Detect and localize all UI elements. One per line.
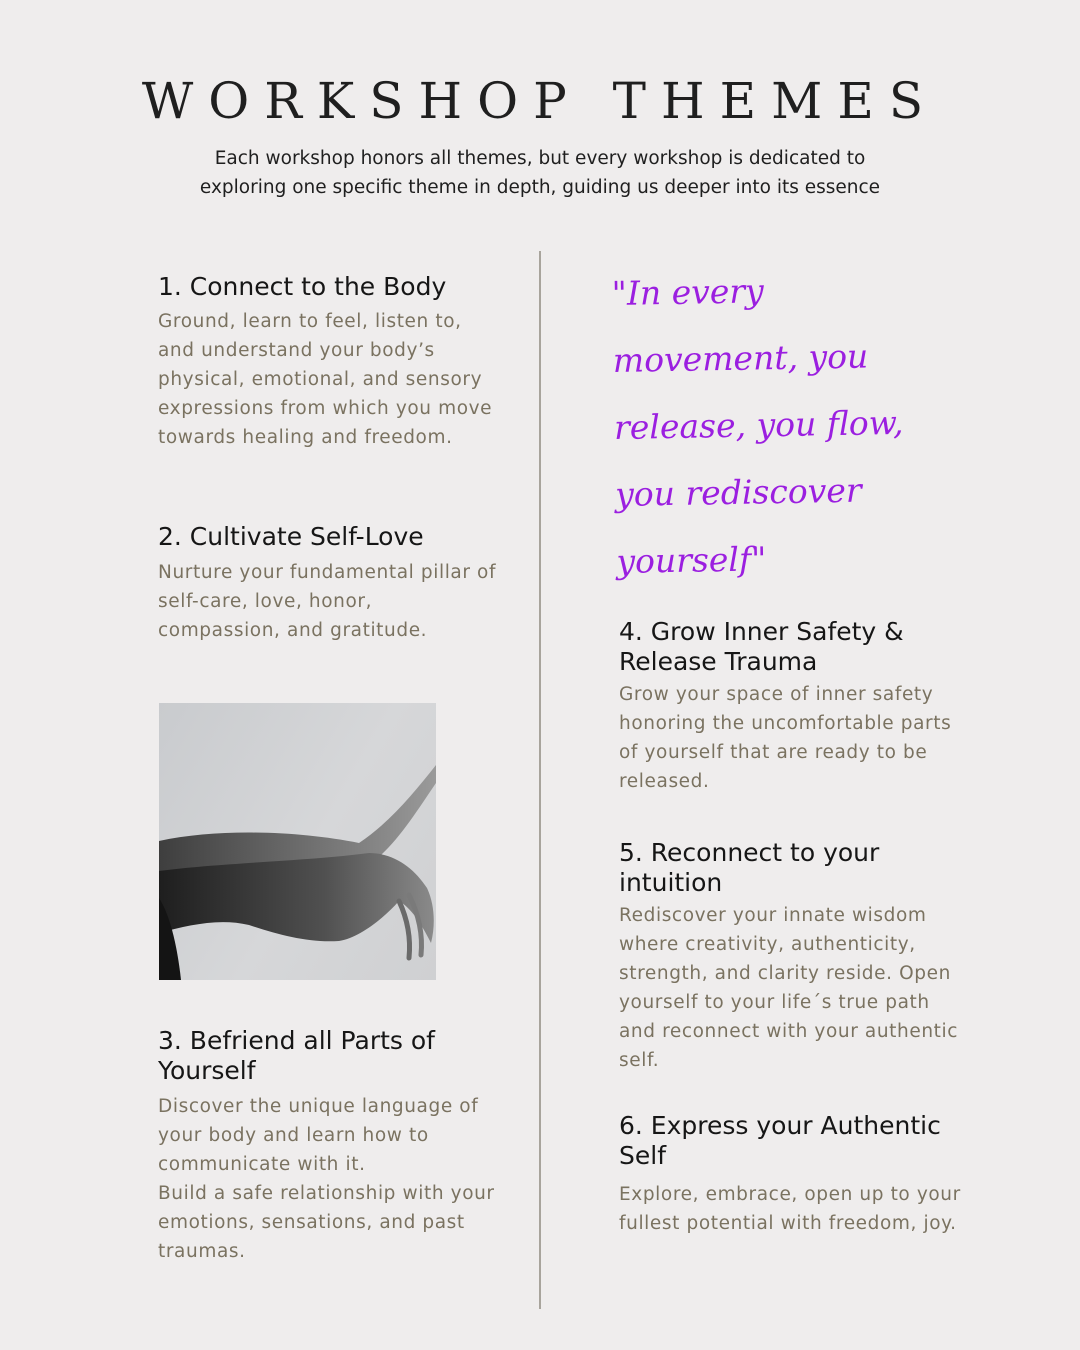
column-divider <box>539 251 541 1309</box>
theme-express-authentic-self <box>619 1111 964 1238</box>
theme-cultivate-self-love <box>158 522 498 645</box>
theme-description: Grow your space of inner safety honoring the uncomfortable parts of yourself that are ready to be released. <box>619 684 952 792</box>
theme-title: 1. Connect to the Body <box>158 272 447 301</box>
page-title: WORKSHOP THEMES <box>141 72 939 130</box>
theme-connect-to-body <box>158 272 498 452</box>
theme-description-line-1: Discover the unique language of your body and learn how to communicate with it. <box>158 1096 479 1175</box>
theme-befriend-all-parts <box>158 1026 498 1266</box>
theme-description <box>158 1092 498 1266</box>
theme-description: Rediscover your innate wisdom where creativity, authenticity, strength, and clarity reside. Open yourself to your life´s true path and reconnect with your authentic self. <box>619 905 959 1071</box>
theme-title: 6. Express your Authentic Self <box>619 1111 941 1170</box>
theme-description-line-2: Build a safe relationship with your emotions, sensations, and past traumas. <box>158 1183 495 1262</box>
theme-title: 5. Reconnect to your intuition <box>619 838 880 897</box>
theme-description: Nurture your fundamental pillar of self-care, love, honor, compassion, and gratitude. <box>158 562 497 641</box>
theme-title: 4. Grow Inner Safety & Release Trauma <box>619 617 904 676</box>
arms-illustration <box>159 703 436 980</box>
theme-reconnect-intuition <box>619 838 964 1075</box>
theme-description: Ground, learn to feel, listen to, and understand your body’s physical, emotional, and sensory expressions from which you move towards healing and freedom. <box>158 311 493 448</box>
handwritten-quote: "In every movement, you release, you flow, you rediscover yourself" <box>611 271 904 581</box>
subtitle-line-2: exploring one specific theme in depth, guiding us deeper into its essence <box>199 177 881 198</box>
subtitle-line-1: Each workshop honors all themes, but every workshop is dedicated to <box>214 148 866 169</box>
arms-photo <box>159 703 436 980</box>
theme-title: 2. Cultivate Self-Love <box>158 522 424 551</box>
theme-description: Explore, embrace, open up to your fullest potential with freedom, joy. <box>619 1184 961 1234</box>
page-subtitle <box>140 144 940 202</box>
theme-grow-inner-safety <box>619 617 964 796</box>
theme-title: 3. Befriend all Parts of Yourself <box>158 1026 435 1085</box>
